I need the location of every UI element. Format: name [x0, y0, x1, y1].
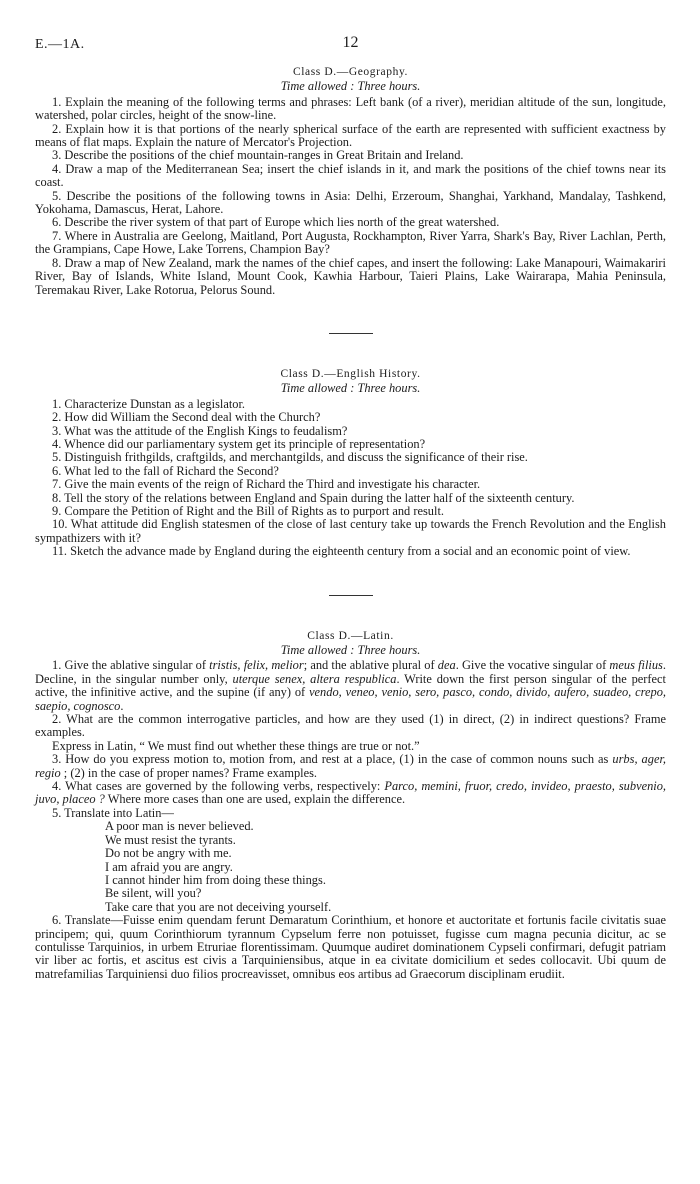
question: 4. Draw a map of the Mediterranean Sea; insert the chief islands in it, and mark the positions of the chief towns near its coast. — [35, 161, 666, 190]
document-reference: E.—1A. — [35, 37, 85, 52]
question: 11. Sketch the advance made by England during the eighteenth century from a social and an economic point of view. — [52, 544, 631, 559]
section-time-allowed: Time allowed : Three hours. — [280, 79, 421, 94]
translation-sentence: Be silent, will you? — [105, 886, 202, 901]
geography-section — [35, 66, 666, 297]
translation-sentences — [105, 820, 666, 914]
question-part: Express in Latin, “ We must find out whether these things are true or not.” — [52, 738, 420, 753]
question: 6. Describe the river system of that part of Europe which lies north of the great watershed. — [52, 215, 500, 230]
question: 4. Whence did our parliamentary system get its principle of representation? — [52, 436, 426, 451]
question: 3. How do you express motion to, motion from, and rest at a place, (1) in the case of common nouns such as urbs, ager, regio ; (2) in the case of proper names? Frame examples. — [35, 752, 666, 780]
latin-section — [35, 630, 666, 982]
question: 10. What attitude did English statesmen of the close of last century take up towards the French Revolution and the English sympathizers with it? — [35, 517, 666, 545]
question: 6. What led to the fall of Richard the Second? — [52, 463, 279, 478]
translation-sentence: Do not be angry with me. — [105, 846, 232, 861]
question: 5. Describe the positions of the following towns in Asia: Delhi, Erzeroum, Shanghai, Yarkhand, Mandalay, Tashkend, Yokohama, Damascus, Herat, Lahore. — [35, 188, 666, 217]
question: 9. Compare the Petition of Right and the Bill of Rights as to purport and result. — [52, 503, 444, 518]
question: 3. What was the attitude of the English Kings to feudalism? — [52, 423, 348, 438]
translation-sentence: A poor man is never believed. — [105, 819, 254, 834]
question: 8. Draw a map of New Zealand, mark the names of the chief capes, and insert the following: Lake Manapouri, Waimakariri River, Bay of Islands, White Island, Mount Cook, Kawhia Harbour, Taieri Plains, Lake Wairarapa, Mahia Peninsula, Teremakau River, Lake Rotorua, Pelorus Sound. — [35, 255, 666, 297]
page-header — [35, 30, 666, 66]
translation-sentence: We must resist the tyrants. — [105, 832, 236, 847]
question: 1. Characterize Dunstan as a legislator. — [52, 396, 246, 411]
section-time-allowed: Time allowed : Three hours. — [280, 643, 421, 657]
question: 8. Tell the story of the relations between England and Spain during the latter half of the sixteenth century. — [52, 490, 575, 505]
translation-sentence: I cannot hinder him from doing these things. — [105, 872, 326, 887]
page-number: 12 — [342, 34, 359, 51]
question: 7. Give the main events of the reign of Richard the Third and investigate his character. — [52, 477, 481, 492]
question: 1. Give the ablative singular of tristis, felix, melior; and the ablative plural of dea. Give the vocative singular of meus filius. Decline, in the singular number only, uterque senex, altera respublica. Write down the first person singular of the perfect active, the infinitive active, and the supine (if any) of vendo, veneo, venio, sero, pasco, condo, divido, aufero, suadeo, crepo, saepio, cognosco. — [35, 658, 666, 713]
question: 1. Explain the meaning of the following terms and phrases: Left bank (of a river), meridian altitude of the sun, longitude, watershed, polar circles, height of the snow-line. — [35, 94, 666, 123]
section-title: Class D.—Geography. — [292, 66, 409, 78]
question: 2. Explain how it is that portions of the nearly spherical surface of the earth are represented with sufficient exactness by means of flat maps. Explain the nature of Mercator's Projection. — [35, 121, 666, 150]
question: 2. What are the common interrogative particles, and how are they used (1) in direct, (2) in indirect questions? Frame examples. — [35, 712, 666, 740]
question: 3. Describe the positions of the chief mountain-ranges in Great Britain and Ireland. — [52, 148, 464, 163]
question: 7. Where in Australia are Geelong, Maitland, Port Augusta, Rockhampton, River Yarra, Shark's Bay, River Lachlan, Perth, the Grampians, Cape Howe, Lake Torrens, Champion Bay? — [35, 228, 666, 257]
question: 5. Translate into Latin— — [52, 805, 174, 820]
translation-sentence: Take care that you are not deceiving yourself. — [105, 899, 332, 914]
translation-sentence: I am afraid you are angry. — [105, 859, 233, 874]
question: 6. Translate—Fuisse enim quendam ferunt Demaratum Corinthium, et honore et auctoritate et fortunis facile civitatis suae principem; qui, quum Corinthiorum tyrannum Cypselum ferre non potuisset, fugisse cum magna pecunia dicitur, ac se contulisse Tarquinios, in urbem Etruriae florentissimam. Quumque audiret dominationem Cypseli confirmari, defugit patriam vir liber ac fortis, et ascitus est civis a Tarquiniensibus, atque in ea civitate domicilium et sedes collocavit. Ubi quum de matrefamilias Tarquiniensi duo filios procreavisset, omnibus eos artibus ad Graecorum disciplinam erudiit. — [35, 913, 666, 981]
section-title: Class D.—English History. — [280, 367, 421, 380]
history-section — [35, 368, 666, 559]
section-time-allowed: Time allowed : Three hours. — [280, 381, 421, 396]
question: 5. Distinguish frithgilds, craftgilds, and merchantgilds, and discuss the significance of their rise. — [52, 450, 528, 465]
question: 4. What cases are governed by the following verbs, respectively: Parco, memini, fruor, credo, invideo, praesto, subvenio, juvo, placeo ? Where more cases than one are used, explain the difference. — [35, 779, 667, 807]
question: 2. How did William the Second deal with the Church? — [52, 410, 321, 425]
section-title: Class D.—Latin. — [307, 629, 394, 642]
